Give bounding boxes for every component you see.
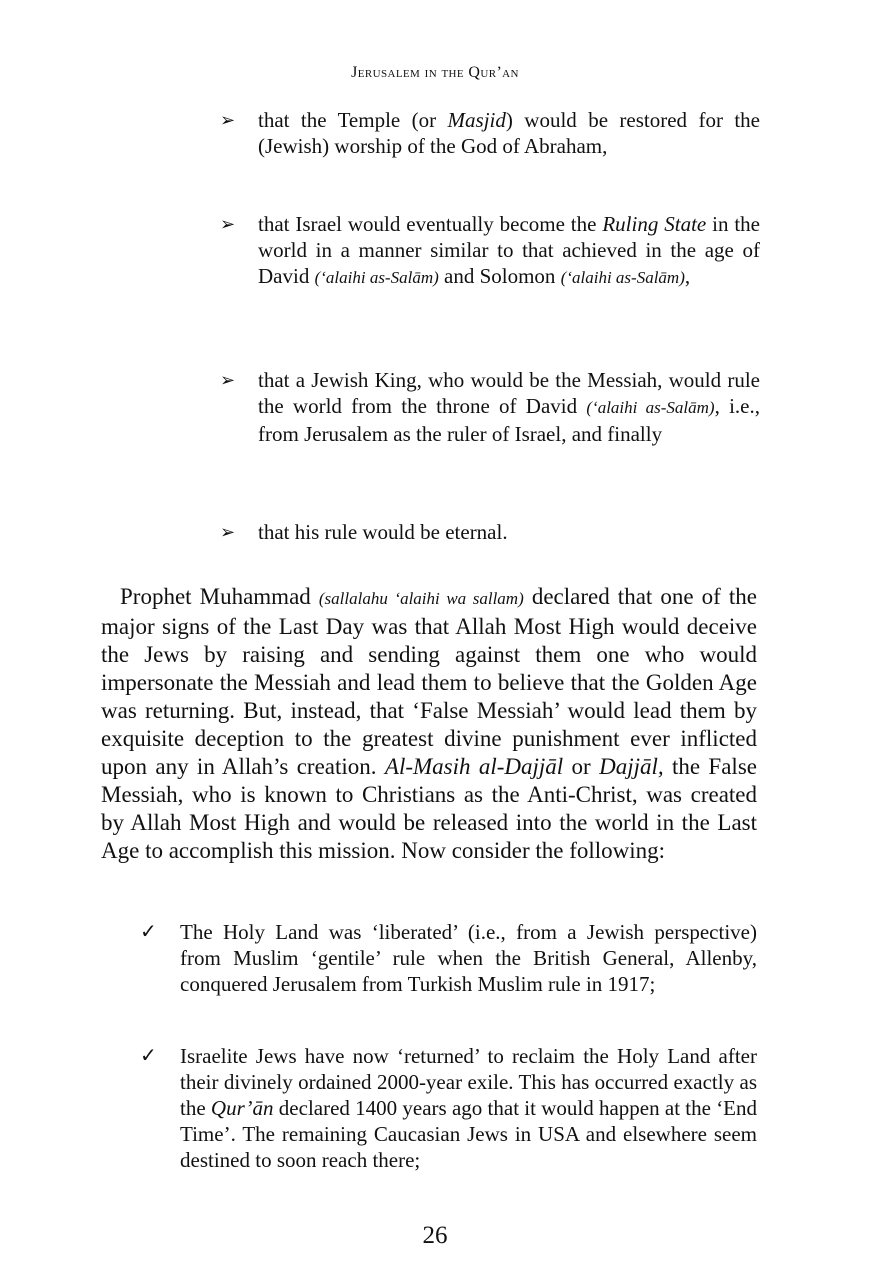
honorific: (‘alaihi as-Salām) [560, 268, 685, 287]
bullet-text: that a Jewish King, who would be the Messiah, would rule the world from the throne of David [258, 368, 760, 418]
checkmark-icon: ✓ [140, 1045, 157, 1067]
bullet-text: in the world in a manner similar to that achieved in the age of David [258, 212, 760, 288]
list-item [220, 519, 760, 549]
list-item [220, 107, 760, 211]
paragraph-text: the False Messiah, who is known to Christians as the Anti-Christ, was created by Allah Most High and would be released into the world in the Last Age to accomplish this mission. Now consider the following: [101, 754, 757, 863]
bullet-text: ) would be restored for the (Jewish) worship of the God of Abraham, [258, 108, 760, 158]
italic-term: Al-Masih al-Dajjāl [384, 754, 564, 779]
checkmark-icon: ✓ [140, 921, 157, 943]
paragraph-text: or [563, 754, 600, 779]
list-item [140, 1043, 757, 1173]
paragraph-text: declared that one of the major signs of the Last Day was that Allah Most High would deceive the Jews by raising and sending against them one who would impersonate the Messiah and lead them to believe that the Golden Age was returning. But, instead, that ‘False Messiah’ would lead them by exquisite deception to the greatest divine punishment ever inflicted upon any in Allah’s creation. [101, 584, 758, 779]
bullet-text: that his rule would be eternal. [258, 520, 508, 544]
honorific: (‘alaihi as-Salām) [314, 268, 439, 287]
bullet-text: that Israel would eventually become the [258, 212, 603, 236]
bullet-italic-term: Ruling State [602, 212, 707, 236]
italic-term: Qur’ān [210, 1096, 274, 1120]
check-text: declared 1400 years ago that it would happen at the ‘End Time’. The remaining Caucasian Jews in USA and elsewhere seem destined to soon reach there; [180, 1096, 758, 1172]
running-header: Jerusalem in the Qur’an [351, 64, 519, 81]
paragraph-text: Prophet Muhammad [120, 584, 319, 609]
list-item [220, 211, 760, 367]
body-paragraph [101, 583, 757, 865]
arrow-bullet-icon: ➢ [220, 522, 236, 542]
italic-term: Dajjāl, [599, 754, 664, 779]
honorific: (‘alaihi as-Salām) [586, 398, 715, 417]
list-item [140, 919, 757, 1043]
arrow-bullet-icon: ➢ [220, 214, 236, 234]
bullet-text: , i.e., from Jerusalem as the ruler of Israel, and finally [258, 394, 760, 446]
list-item [220, 367, 760, 519]
bullet-text: that the Temple (or [258, 108, 448, 132]
arrow-bullet-icon: ➢ [220, 370, 236, 390]
bullet-text: and Solomon [438, 264, 561, 288]
page-number: 26 [422, 1222, 448, 1249]
check-text: Israelite Jews have now ‘returned’ to reclaim the Holy Land after their divinely ordained 2000-year exile. This has occurred exactly as the [180, 1044, 757, 1120]
check-bullet-list [140, 919, 757, 1173]
check-text: The Holy Land was ‘liberated’ (i.e., from a Jewish perspective) from Muslim ‘gentile’ rule when the British General, Allenby, conquered Jerusalem from Turkish Muslim rule in 1917; [180, 920, 757, 996]
bullet-italic-term: Masjid [447, 108, 506, 132]
bullet-text: , [684, 264, 691, 288]
arrow-bullet-list [220, 107, 760, 549]
honorific: (sallalahu ‘alaihi wa sallam) [318, 589, 524, 608]
arrow-bullet-icon: ➢ [220, 110, 236, 130]
